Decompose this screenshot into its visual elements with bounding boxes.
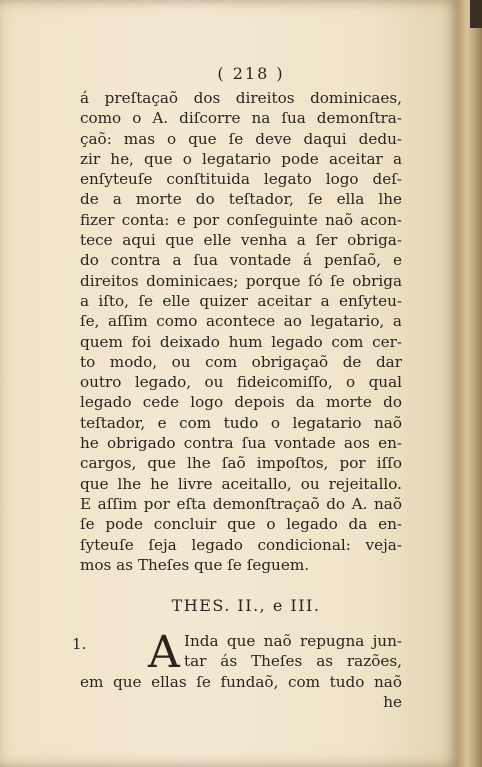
text-line: direitos dominicaes; porque ſó ſe obriga <box>80 271 402 290</box>
text-line: do contra a ſua vontade á penſaõ, e <box>80 251 402 270</box>
text-line: tece aqui que elle venha a ſer obriga- <box>80 231 402 250</box>
paragraph-number: 1. <box>72 635 87 654</box>
text-line: enſyteuſe conſtituida legato logo deſ- <box>80 170 402 189</box>
spine-shadow <box>470 0 482 28</box>
text-line: ſe, aſſim como acontece ao legatario, a <box>80 312 402 331</box>
text-line: teſtador, e com tudo o legatario naõ <box>80 413 402 432</box>
paragraph-main <box>80 88 402 575</box>
text-line: á preſtaçaõ dos direitos dominicaes, <box>80 89 402 107</box>
text-line: como o A. diſcorre na ſua demonſtra- <box>80 109 402 128</box>
text-line: E aſſim por eſta demonſtraçaõ do A. naõ <box>80 494 402 513</box>
book-spine <box>458 0 482 767</box>
text-line: to modo, ou com obrigaçaõ de dar <box>80 352 402 371</box>
paragraph-numbered <box>72 627 402 712</box>
catchword: he <box>383 693 402 712</box>
page-number: ( 218 ) <box>217 64 285 83</box>
text-line: tar ás Theſes as razões, <box>184 652 402 671</box>
text-line: que lhe he livre aceitallo, ou rejeitallo. <box>80 474 402 493</box>
text-line: outro legado, ou fideicomiſſo, o qual <box>80 373 402 392</box>
text-line: he obrigado contra ſua vontade aos en- <box>80 434 402 453</box>
text-line: Inda que naõ repugna jun- <box>184 632 402 651</box>
text-line: ſe pode concluir que o legado da en- <box>80 515 402 534</box>
text-line: de a morte do teſtador, ſe ella lhe <box>80 190 402 209</box>
text-line: a iſto, ſe elle quizer aceitar a enſyteu- <box>80 291 402 310</box>
text-line: cargos, que lhe ſaõ impoſtos, por iſſo <box>80 454 402 473</box>
page-text <box>72 62 402 712</box>
text-line: mos as Theſes que ſe ſeguem. <box>80 555 310 574</box>
section-heading: THES. II., e III. <box>171 596 321 616</box>
text-line: fizer conta: e por conſeguinte naõ acon- <box>80 210 402 229</box>
text-line: ſyteuſe ſeja legado condicional: veja- <box>80 535 402 554</box>
text-line: quem foi deixado hum legado com cer- <box>80 332 402 351</box>
drop-cap: A <box>148 627 180 679</box>
text-line: zir he, que o legatario pode aceitar a <box>80 149 402 168</box>
text-line: çaõ: mas o que ſe deve daqui dedu- <box>80 129 402 148</box>
text-line: em que ellas ſe fundaõ, com tudo naõ <box>80 672 402 691</box>
text-line: legado cede logo depois da morte do <box>80 393 402 412</box>
